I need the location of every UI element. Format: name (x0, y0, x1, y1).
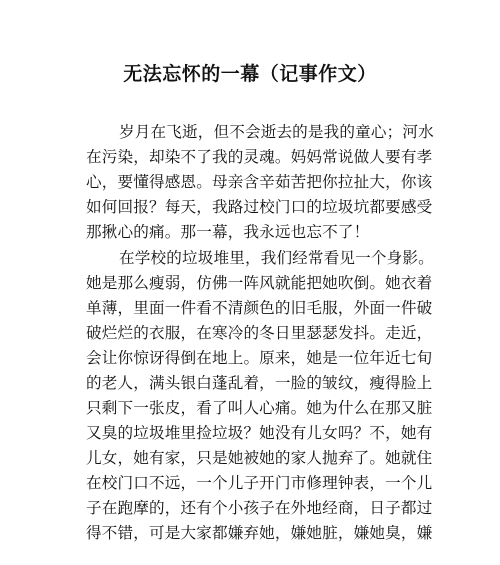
article-title: 无法忘怀的一幕（记事作文） (123, 63, 377, 85)
paragraph-line: 在污染，却染不了我的灵魂。妈妈常说做人要有孝 (86, 148, 433, 166)
paragraph-line: 儿女，她有家，只是她被她的家人抛弃了。她就住 (86, 449, 433, 467)
paragraph-line: 那揪心的痛。那一幕，我永远也忘不了！ (86, 223, 370, 241)
paragraph-line: 得不错，可是大家都嫌弃她，嫌她脏，嫌她臭，嫌 (86, 524, 433, 542)
paragraph-line: 在学校的垃圾堆里，我们经常看见一个身影。 (119, 249, 434, 267)
paragraph-line: 岁月在飞逝，但不会逝去的是我的童心；河水 (119, 123, 434, 141)
paragraph-line: 她是那么瘦弱，仿佛一阵风就能把她吹倒。她衣着 (86, 274, 433, 292)
paragraph-line: 的老人，满头银白蓬乱着，一脸的皱纹，瘦得脸上 (86, 374, 433, 392)
paragraph-line: 心，要懂得感恩。母亲含辛茹苦把你拉扯大，你该 (86, 173, 433, 191)
paragraph-line: 在校门口不远，一个儿子开门市修理钟表，一个儿 (86, 474, 433, 492)
paragraph-line: 破烂烂的衣服，在寒冷的冬日里瑟瑟发抖。走近， (86, 324, 433, 342)
paragraph-line: 会让你惊讶得倒在地上。原来，她是一位年近七旬 (86, 349, 433, 367)
paragraph-line: 又臭的垃圾堆里捡垃圾？她没有儿女吗？不，她有 (86, 424, 433, 442)
paragraph-line: 子在跑摩的，还有个小孩子在外地经商，日子都过 (86, 499, 433, 517)
paragraph-line: 单薄，里面一件看不清颜色的旧毛服，外面一件破 (86, 299, 433, 317)
paragraph-line: 只剩下一张皮，看了叫人心痛。她为什么在那又脏 (86, 399, 433, 417)
paragraph-line: 如何回报？每天，我路过校门口的垃圾坑都要感受 (86, 198, 433, 216)
